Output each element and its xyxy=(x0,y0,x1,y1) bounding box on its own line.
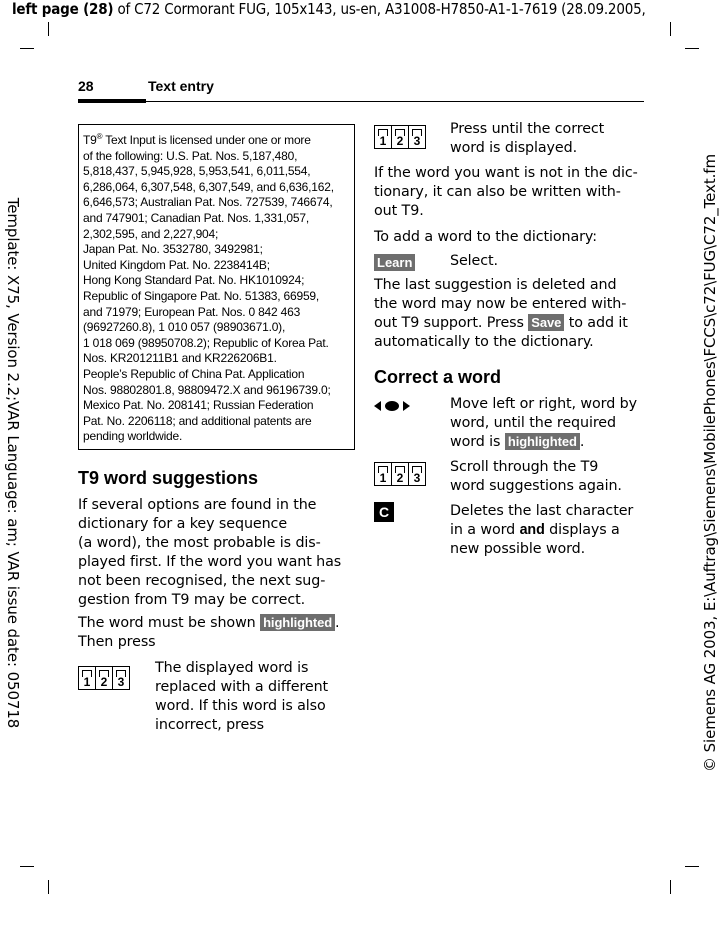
nav-key-icon xyxy=(374,398,410,417)
header-rule xyxy=(78,101,644,102)
crop-mark xyxy=(685,866,699,867)
section-heading-correct: Correct a word xyxy=(374,367,502,387)
highlighted-marker: highlighted xyxy=(505,433,580,450)
crop-mark xyxy=(20,48,34,49)
not-in-dictionary-paragraph: If the word you want is not in the dic- tionary, it can also be written with- out T9. xyxy=(374,165,638,219)
crop-mark xyxy=(48,22,49,36)
learn-description: Select. xyxy=(450,253,498,269)
last-suggestion-paragraph: The last suggestion is deleted and the word may now be entered with- out T9 support. Press Save to add it automatically to the dictionary. xyxy=(374,277,628,350)
keypad-123-icon: 1 2 3 xyxy=(374,462,426,486)
page-number: 28 xyxy=(78,78,94,94)
scroll-description: Scroll through the T9 word suggestions again. xyxy=(450,459,622,494)
t9-intro-paragraph: If several options are found in the dictionary for a key sequence (a word), the most probable is dis- played first. If the word you want has not been recognised, the next sug- gestion from T9 may be correct. xyxy=(78,497,342,608)
crop-mark xyxy=(685,48,699,49)
print-header: left page (28) of C72 Cormorant FUG, 105x143, us-en, A31008-H7850-A1-1-7619 (28.09.2005, xyxy=(12,0,646,18)
page-title: Text entry xyxy=(148,78,214,94)
save-softkey: Save xyxy=(528,314,564,331)
keypad-123-icon: 1 2 3 xyxy=(374,125,426,149)
nav-description: Move left or right, word by word, until the required word is highlighted . xyxy=(450,396,637,450)
template-info: Template: X75, Version 2.2;VAR Language: am; VAR issue date: 050718 xyxy=(4,197,22,729)
license-notice: T9® Text Input is licensed under one or more of the following: U.S. Pat. Nos. 5,187,480, 5,818,437, 5,945,928, 5,953,541, 6,011,554, 6,286,064, 6,307,548, 6,307,549, and 6,636,162, 6,646,573; Australian Pat. Nos. 727539, 746674, and 747901; Canadian Pat. Nos. 1,331,057, 2,302,595, and 2,227,904; Japan Pat. No. 3532780, 3492981; United Kingdom Pat. No. 2238414B; Hong Kong Standard Pat. No. HK1010924; Republic of Singapore Pat. No. 51383, 66959, and 71979; European Pat. Nos. 0 842 463 (96927260.8), 1 010 057 (98903671.0), 1 018 069 (98950708.2); Republic of Korea Pat. Nos. KR201211B1 and KR226206B1. People’s Republic of China Pat. Application Nos. 98802801.8, 98809472.X and 96196739.0; Mexico Pat. No. 208141; Russian Federation Pat. No. 2206118; and additional patents are pending worldwide. xyxy=(78,124,355,450)
keypad-description: The displayed word is replaced with a different word. If this word is also incorrect, press xyxy=(155,660,329,733)
header-rule-accent xyxy=(78,99,146,103)
clear-description: Deletes the last character in a word and displays a new possible word. xyxy=(450,503,634,557)
crop-mark xyxy=(20,866,34,867)
crop-mark xyxy=(670,22,671,36)
crop-mark xyxy=(48,880,49,894)
highlighted-marker: highlighted xyxy=(260,614,335,631)
highlight-paragraph: The word must be shown highlighted . Then press xyxy=(78,615,340,650)
keypad-123-icon: 1 2 3 xyxy=(78,666,130,690)
crop-mark xyxy=(670,880,671,894)
learn-softkey: Learn xyxy=(374,252,415,271)
section-heading-t9: T9 word suggestions xyxy=(78,468,259,488)
clear-key-icon: C xyxy=(374,502,394,522)
copyright-path: © Siemens AG 2003, E:\Auftrag\Siemens\MobilePhones\FCCS\c72\FUG\C72_Text.fm xyxy=(701,154,719,772)
keypad-description: Press until the correct word is displayed. xyxy=(450,121,605,156)
add-word-paragraph: To add a word to the dictionary: xyxy=(374,229,597,245)
